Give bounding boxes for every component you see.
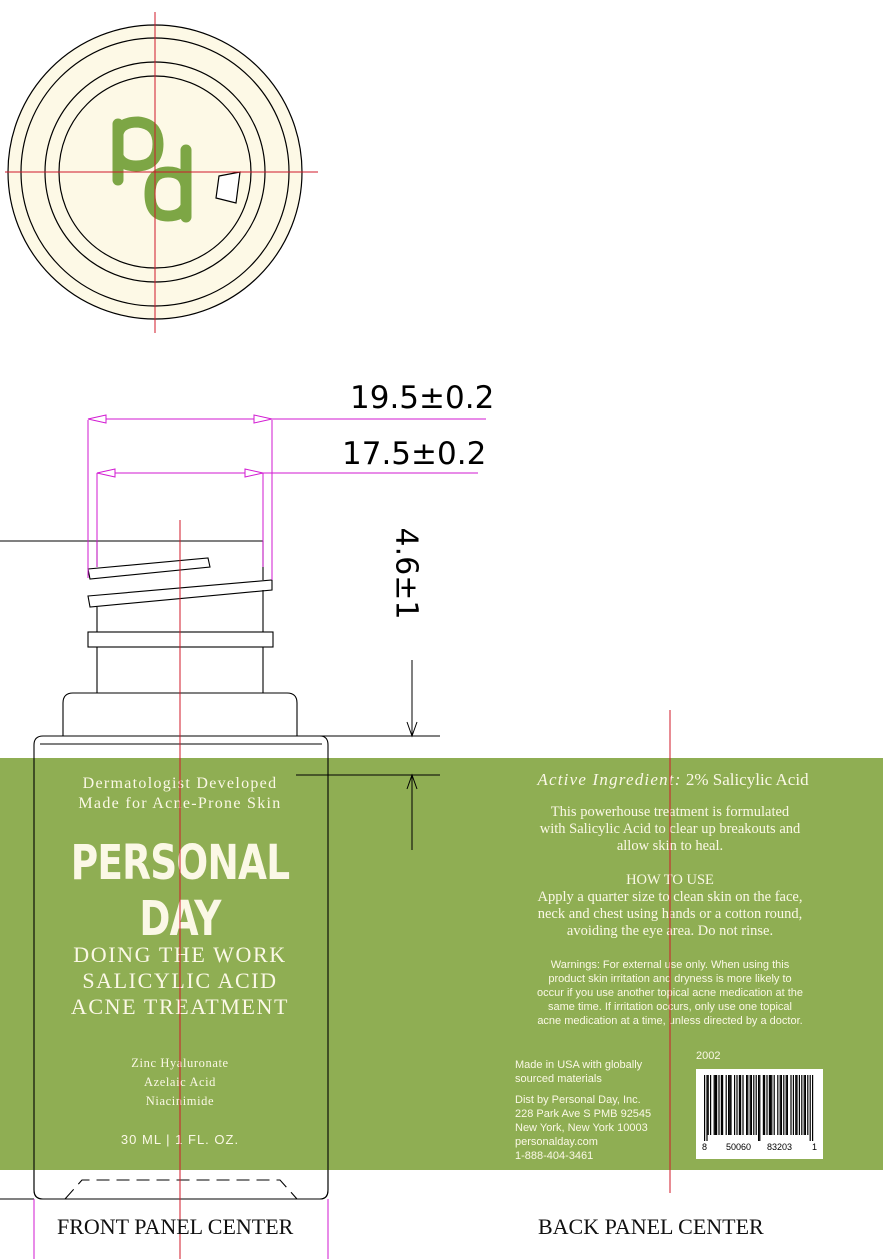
barcode-bar — [706, 1075, 707, 1141]
front-tagline — [40, 774, 320, 814]
made-line: Made in USA with globally — [515, 1059, 643, 1071]
barcode-bar — [781, 1075, 782, 1135]
barcode-bar — [771, 1075, 772, 1135]
barcode-bar — [736, 1075, 737, 1135]
intro-line: with Salicylic Acid to clear up breakouts and — [539, 821, 801, 837]
barcode-bar — [793, 1075, 794, 1135]
barcode-bar — [810, 1075, 811, 1141]
dist-line: 228 Park Ave S PMB 92545 — [515, 1108, 652, 1120]
barcode-bar — [716, 1075, 717, 1135]
barcode — [696, 1069, 823, 1159]
ingredient-item: Niacinimide — [145, 1094, 215, 1108]
barcode-bar — [734, 1075, 735, 1135]
ingredient-list — [80, 1054, 280, 1111]
dist-line: New York, New York 10003 — [515, 1122, 648, 1134]
barcode-bar — [739, 1075, 740, 1135]
active-ingredient — [508, 770, 838, 790]
intro-text — [505, 804, 835, 855]
barcode-bar — [758, 1075, 759, 1141]
barcode-bar — [763, 1075, 764, 1135]
how-to-use-line: Apply a quarter size to clean skin on the face, — [537, 889, 803, 905]
barcode-bar — [721, 1075, 722, 1135]
barcode-bar — [710, 1075, 711, 1135]
barcode-bar — [728, 1075, 729, 1135]
warning-line: occur if you use another topical acne medication at the — [537, 987, 803, 999]
warnings — [505, 958, 835, 1028]
cap-notch — [216, 172, 240, 203]
warning-line: Warnings: For external use only. When using this — [550, 959, 790, 971]
thread-height-dimension: 4.6±1 — [388, 527, 424, 620]
barcode-digit-group: 83203 — [767, 1142, 793, 1152]
how-to-use — [505, 872, 835, 940]
barcode-bar — [805, 1075, 806, 1135]
barcode-bar — [807, 1075, 808, 1135]
barcode-bar — [742, 1075, 743, 1135]
pd-logo — [106, 102, 206, 232]
intro-line: allow skin to heal. — [616, 838, 724, 854]
barcode-bar — [729, 1075, 730, 1135]
barcode-bar — [783, 1075, 784, 1135]
barcode-bar — [756, 1075, 757, 1135]
barcode-bar — [796, 1075, 797, 1135]
barcode-bar — [804, 1075, 805, 1135]
barcode-bar — [777, 1075, 778, 1135]
warning-line: product skin irritation and dryness is more likely to — [548, 973, 792, 985]
barcode-bar — [769, 1075, 770, 1135]
warning-line: same time. If irritation occurs, only use one topical — [548, 1001, 792, 1013]
barcode-bar — [799, 1075, 800, 1135]
barcode-bar — [751, 1075, 752, 1135]
how-to-use-heading: HOW TO USE — [626, 872, 714, 888]
tagline-line-1: Dermatologist Developed — [82, 775, 278, 792]
barcode-bar — [704, 1075, 705, 1141]
brand-name: PERSONAL DAY — [70, 835, 290, 947]
outer-diameter-dimension: 19.5±0.2 — [350, 380, 495, 416]
headline-line-3: ACNE TREATMENT — [70, 994, 290, 1019]
barcode-bar — [780, 1075, 781, 1135]
intro-line: This powerhouse treatment is formulated — [550, 804, 790, 820]
barcode-bar — [787, 1075, 788, 1135]
barcode-digit-group: 1 — [812, 1142, 818, 1152]
barcode-bar — [795, 1075, 796, 1135]
barcode-bar — [718, 1075, 719, 1135]
barcode-bar — [790, 1075, 791, 1135]
active-ingredient-label: Active Ingredient: — [537, 770, 682, 789]
dist-line: Dist by Personal Day, Inc. — [515, 1094, 641, 1106]
barcode-bar — [715, 1075, 716, 1135]
headline-line-2: SALICYLIC ACID — [82, 968, 278, 993]
warning-line: acne medication at a time, unless directed by a doctor. — [537, 1015, 803, 1027]
lot-code: 2002 — [696, 1050, 721, 1062]
barcode-bar — [708, 1075, 709, 1135]
barcode-bar — [750, 1075, 751, 1135]
active-ingredient-value: 2% Salicylic Acid — [685, 770, 809, 789]
ingredient-item: Zinc Hyaluronate — [131, 1056, 229, 1070]
back-panel-label: BACK PANEL CENTER — [538, 1214, 764, 1239]
barcode-bar — [812, 1075, 813, 1141]
barcode-bar — [766, 1075, 767, 1135]
barcode-bar — [714, 1075, 715, 1135]
barcode-bar — [746, 1075, 747, 1135]
made-line: sourced materials — [515, 1073, 602, 1085]
barcode-bar — [753, 1075, 754, 1135]
barcode-bar — [726, 1075, 727, 1135]
ingredient-item: Azelaic Acid — [143, 1075, 217, 1089]
barcode-bar — [764, 1075, 765, 1135]
product-headline — [40, 942, 320, 1020]
barcode-bar — [801, 1075, 802, 1135]
dist-website: personalday.com — [515, 1136, 598, 1148]
barcode-digit-group: 50060 — [726, 1142, 752, 1152]
barcode-bar — [722, 1075, 723, 1135]
barcode-bars — [696, 1069, 823, 1141]
barcode-bar — [774, 1075, 775, 1135]
volume-label: 30 ML | 1 FL. OZ. — [120, 1132, 240, 1147]
how-to-use-line: avoiding the eye area. Do not rinse. — [566, 923, 774, 939]
tagline-line-2: Made for Acne-Prone Skin — [78, 795, 282, 812]
inner-diameter-dimension: 17.5±0.2 — [342, 436, 487, 472]
barcode-bar — [730, 1075, 731, 1135]
barcode-bar — [747, 1075, 748, 1135]
barcode-digit-group: 8 — [702, 1142, 708, 1152]
pd-logo-mark — [106, 102, 206, 232]
how-to-use-line: neck and chest using hands or a cotton round, — [537, 906, 803, 922]
dist-phone: 1-888-404-3461 — [515, 1150, 594, 1162]
barcode-bar — [770, 1075, 771, 1135]
barcode-bar — [786, 1075, 787, 1135]
barcode-bar — [759, 1075, 760, 1141]
distributor-info — [515, 1093, 685, 1163]
headline-line-1: DOING THE WORK — [73, 942, 287, 967]
front-panel-label: FRONT PANEL CENTER — [57, 1214, 294, 1239]
made-in-usa — [515, 1058, 685, 1086]
barcode-bar — [740, 1075, 741, 1135]
